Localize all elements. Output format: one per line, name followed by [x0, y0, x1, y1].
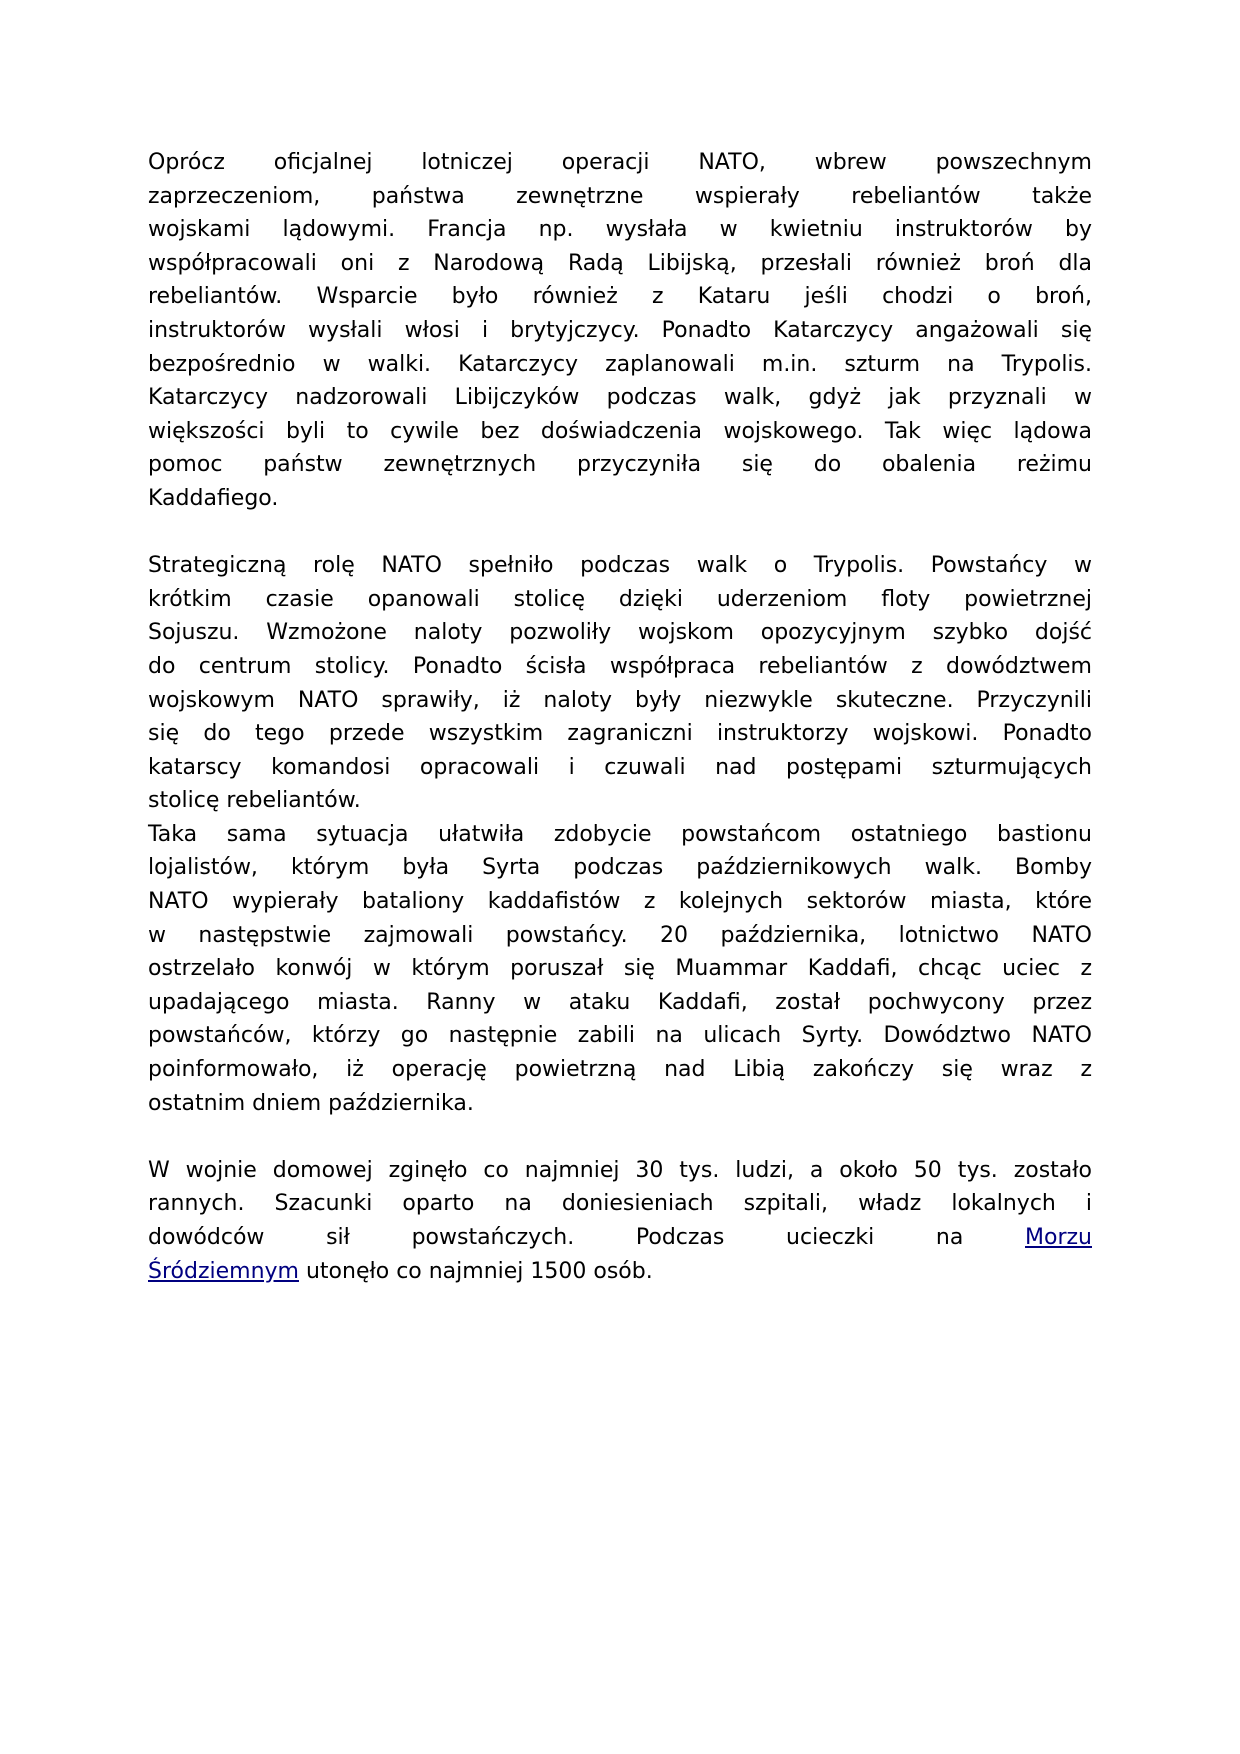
text-line: rannych. Szacunki oparto na doniesieniach szpitali, władz lokalnych i [148, 1191, 1092, 1217]
text-line: upadającego miasta. Ranny w ataku Kaddafi, został pochwycony przez [148, 989, 1092, 1015]
paragraph-1 [148, 146, 1092, 516]
text-line: współpracowali oni z Narodową Radą Libijską, przesłali również broń dla [148, 250, 1092, 276]
text-line: krótkim czasie opanowali stolicę dzięki uderzeniom floty powietrznej [148, 586, 1092, 612]
text-line: większości byli to cywile bez doświadczenia wojskowego. Tak więc lądowa [148, 418, 1092, 444]
text-line: Strategiczną rolę NATO spełniło podczas walk o Trypolis. Powstańcy w [148, 553, 1092, 579]
text-line: pomoc państw zewnętrznych przyczyniła się do obalenia reżimu [148, 452, 1092, 478]
paragraph-3 [148, 818, 1092, 1120]
text-line: Oprócz oficjalnej lotniczej operacji NATO, wbrew powszechnym [148, 150, 1092, 175]
text-line: bezpośrednio w walki. Katarczycy zaplanowali m.in. szturm na Trypolis. [148, 351, 1092, 377]
text-line: do centrum stolicy. Ponadto ścisła współpraca rebeliantów z dowództwem [148, 653, 1092, 679]
paragraph-2 [148, 549, 1092, 818]
text-line: stolicę rebeliantów. [148, 788, 361, 814]
link-morzu-srodziemnym[interactable]: Morzu [1025, 1225, 1092, 1250]
text-segment: dowódców sił powstańczych. Podczas ucieczki na [148, 1225, 964, 1250]
text-line: Taka sama sytuacja ułatwiła zdobycie powstańcom ostatniego bastionu [148, 821, 1092, 847]
text-line: ostatnim dniem października. [148, 1090, 474, 1116]
text-line: się do tego przede wszystkim zagraniczni instruktorzy wojskowi. Ponadto [148, 721, 1092, 747]
text-line: rebeliantów. Wsparcie było również z Kataru jeśli chodzi o broń, [148, 284, 1092, 310]
text-line: wojskowym NATO sprawiły, iż naloty były niezwykle skuteczne. Przyczynili [148, 687, 1092, 713]
text-line: NATO wypierały bataliony kaddafistów z kolejnych sektorów miasta, które [148, 889, 1092, 915]
text-line: zaprzeczeniom, państwa zewnętrzne wspierały rebeliantów także [148, 183, 1092, 209]
text-line: W wojnie domowej zginęło co najmniej 30 tys. ludzi, a około 50 tys. zostało [148, 1157, 1092, 1183]
text-line: Sojuszu. Wzmożone naloty pozwoliły wojskom opozycyjnym szybko dojść [148, 620, 1092, 646]
text-line [148, 1255, 1092, 1289]
text-line [148, 1221, 1092, 1255]
text-line: katarscy komandosi opracowali i czuwali nad postępami szturmujących [148, 754, 1092, 780]
text-line: Katarczycy nadzorowali Libijczyków podczas walk, gdyż jak przyznali w [148, 385, 1092, 411]
text-line: Kaddafiego. [148, 485, 279, 511]
text-line: ostrzelało konwój w którym poruszał się Muammar Kaddafi, chcąc uciec z [148, 956, 1092, 982]
text-line: lojalistów, którym była Syrta podczas październikowych walk. Bomby [148, 855, 1092, 881]
text-line: w następstwie zajmowali powstańcy. 20 października, lotnictwo NATO [148, 922, 1092, 948]
paragraph-4 [148, 1154, 1092, 1288]
link-morzu-srodziemnym-cont[interactable]: Śródziemnym [148, 1258, 299, 1284]
text-line: wojskami lądowymi. Francja np. wysłała w kwietniu instruktorów by [148, 217, 1092, 243]
text-line: instruktorów wysłali włosi i brytyjczycy. Ponadto Katarczycy angażowali się [148, 317, 1092, 343]
document-page [148, 146, 1092, 1288]
text-segment: utonęło co najmniej 1500 osób. [298, 1258, 653, 1284]
text-line: poinformowało, iż operację powietrzną nad Libią zakończy się wraz z [148, 1057, 1092, 1083]
text-line: powstańców, którzy go następnie zabili na ulicach Syrty. Dowództwo NATO [148, 1023, 1092, 1049]
